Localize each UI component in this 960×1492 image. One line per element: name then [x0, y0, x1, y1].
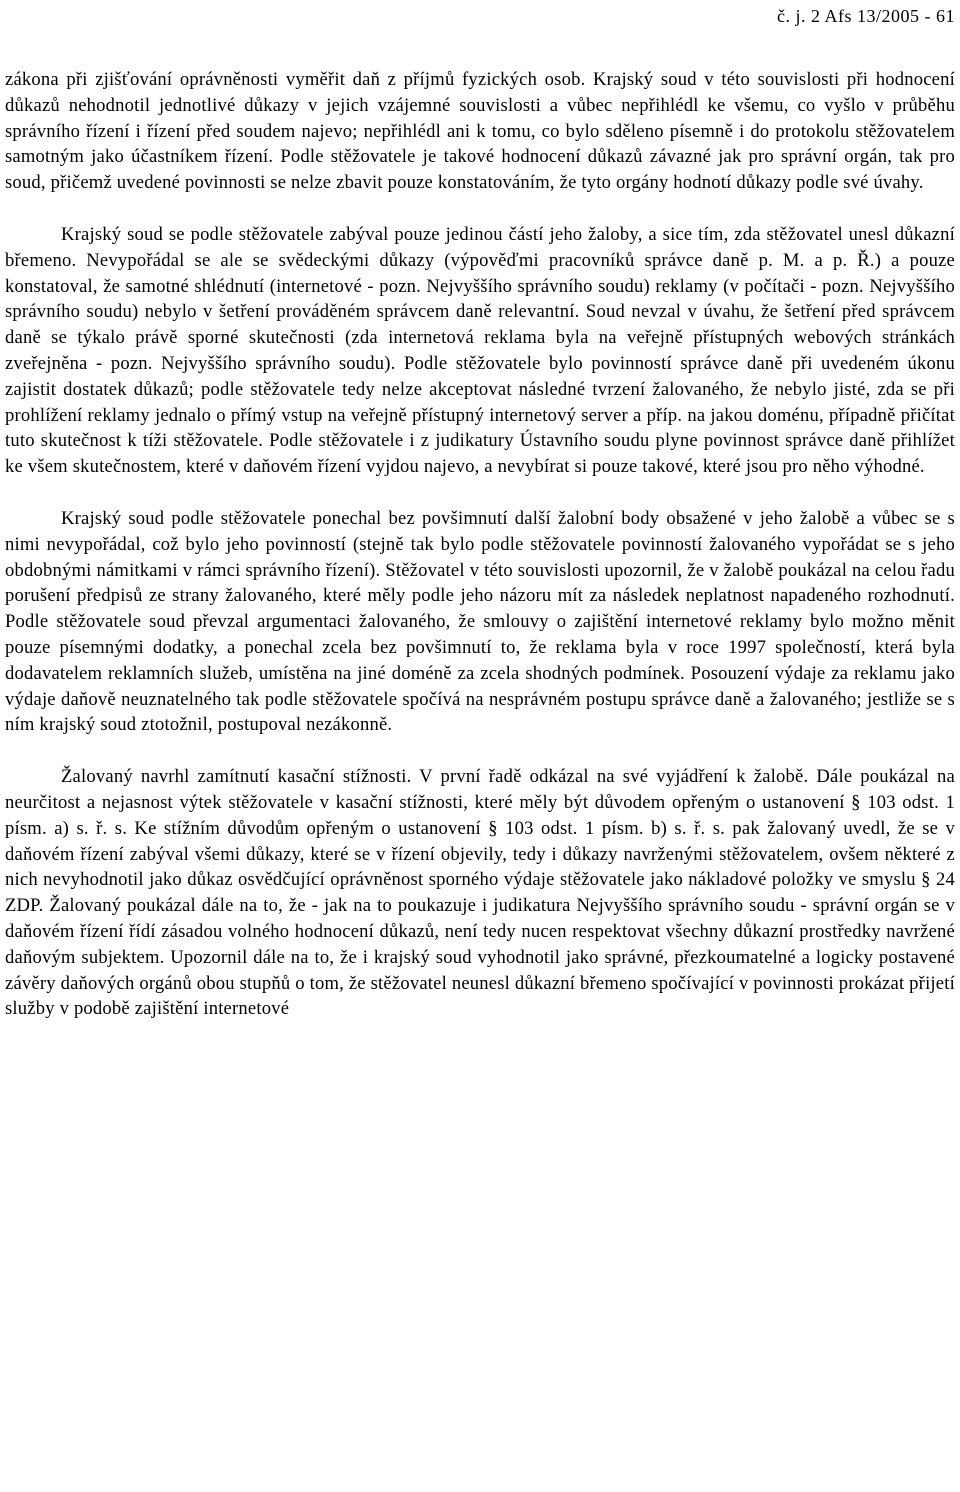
- paragraph-gap: [5, 480, 955, 506]
- paragraph-gap: [5, 738, 955, 764]
- paragraph-4: Žalovaný navrhl zamítnutí kasační stížnosti. V první řadě odkázal na své vyjádření k žalobě. Dále poukázal na neurčitost a nejasnost výtek stěžovatele v kasační stížnosti, které měly být důvodem opřeným o ustanovení § 103 odst. 1 písm. a) s. ř. s. Ke stížním důvodům opřeným o ustanovení § 103 odst. 1 písm. b) s. ř. s. pak žalovaný uvedl, že se v daňovém řízení zabýval všemi důkazy, které se v řízení objevily, tedy i důkazy navrženými stěžovatelem, ovšem některé z nich nevyhodnotil jako důkaz osvědčující oprávněnost sporného výdaje stěžovatele jako nákladové položky ve smyslu § 24 ZDP. Žalovaný poukázal dále na to, že - jak na to poukazuje i judikatura Nejvyššího správního soudu - správní orgán se v daňovém řízení řídí zásadou volného hodnocení důkazů, není tedy nucen respektovat všechny důkazní prostředky navržené daňovým subjektem. Upozornil dále na to, že i krajský soud vyhodnotil jako správné, přezkoumatelné a logicky postavené závěry daňových orgánů obou stupňů o tom, že stěžovatel neunesl důkazní břemeno spočívající v povinnosti prokázat přijetí služby v podobě zajištění internetové: [5, 766, 955, 1020]
- document-body: [5, 67, 955, 1022]
- paragraph-2: Krajský soud se podle stěžovatele zabýval pouze jedinou částí jeho žaloby, a sice tím, zda stěžovatel unesl důkazní břemeno. Nevypořádal se ale se svědeckými důkazy (výpověďmi pracovníků správce daně p. M. a p. Ř.) a pouze konstatoval, že samotné shlédnutí (internetové - pozn. Nejvyššího správního soudu) reklamy (v počítači - pozn. Nejvyššího správního soudu) nebylo v šetření prováděném správcem daně relevantní. Soud nevzal v úvahu, že šetření před správcem daně se týkalo právě sporné skutečnosti (zda internetová reklama byla na veřejně přístupných webových stránkách zveřejněna - pozn. Nejvyššího správního soudu). Podle stěžovatele bylo povinností správce daně při uvedeném úkonu zajistit dostatek důkazů; podle stěžovatele tedy nelze akceptovat následné tvrzení žalovaného, že nebylo jisté, zda se při prohlížení reklamy jednalo o přímý vstup na veřejně přístupný internetový server a příp. na jakou doménu, případně přičítat tuto skutečnost k tíži stěžovatele. Podle stěžovatele i z judikatury Ústavního soudu plyne povinnost správce daně přihlížet ke všem skutečnostem, které v daňovém řízení vyjdou najevo, a nevybírat si pouze takové, které jsou pro něho výhodné.: [5, 223, 955, 478]
- paragraph-1: zákona při zjišťování oprávněnosti vyměřit daň z příjmů fyzických osob. Krajský soud v této souvislosti při hodnocení důkazů nehodnotil jednotlivé důkazy v jejich vzájemné souvislosti a vůbec nepřihlédl ke všemu, co vyšlo v průběhu správního řízení i řízení před soudem najevo; nepřihlédl ani k tomu, co bylo sděleno písemně i do protokolu stěžovatelem samotným jako účastníkem řízení. Podle stěžovatele je takové hodnocení důkazů závazné jak pro správní orgán, tak pro soud, přičemž uvedené povinnosti se nelze zbavit pouze konstatováním, že tyto orgány hodnotí důkazy podle své úvahy.: [5, 69, 955, 194]
- paragraph-gap: [5, 196, 955, 222]
- paragraph-3: Krajský soud podle stěžovatele ponechal bez povšimnutí další žalobní body obsažené v jeho žalobě a vůbec se s nimi nevypořádal, což bylo jeho povinností (stejně tak bylo podle stěžovatele povinností žalovaného vypořádat se s jeho obdobnými námitkami v rámci správního řízení). Stěžovatel v této souvislosti upozornil, že v žalobě poukázal na celou řadu porušení předpisů ze strany žalovaného, které měly podle jeho názoru mít za následek neplatnost napadeného rozhodnutí. Podle stěžovatele soud převzal argumentaci žalovaného, že smlouvy o zajištění internetové reklamy bylo možno měnit pouze písemnými dodatky, a ponechal zcela bez povšimnutí to, že reklama byla v roce 1997 společností, která byla dodavatelem reklamních služeb, umístěna na jiné doméně za zcela shodných podmínek. Posouzení výdaje za reklamu jako výdaje daňově neuznatelného tak podle stěžovatele spočívá na nesprávném postupu správce daně a žalovaného; jestliže se s ním krajský soud ztotožnil, postupoval nezákonně.: [5, 507, 955, 736]
- case-reference: č. j. 2 Afs 13/2005 - 61: [777, 6, 955, 26]
